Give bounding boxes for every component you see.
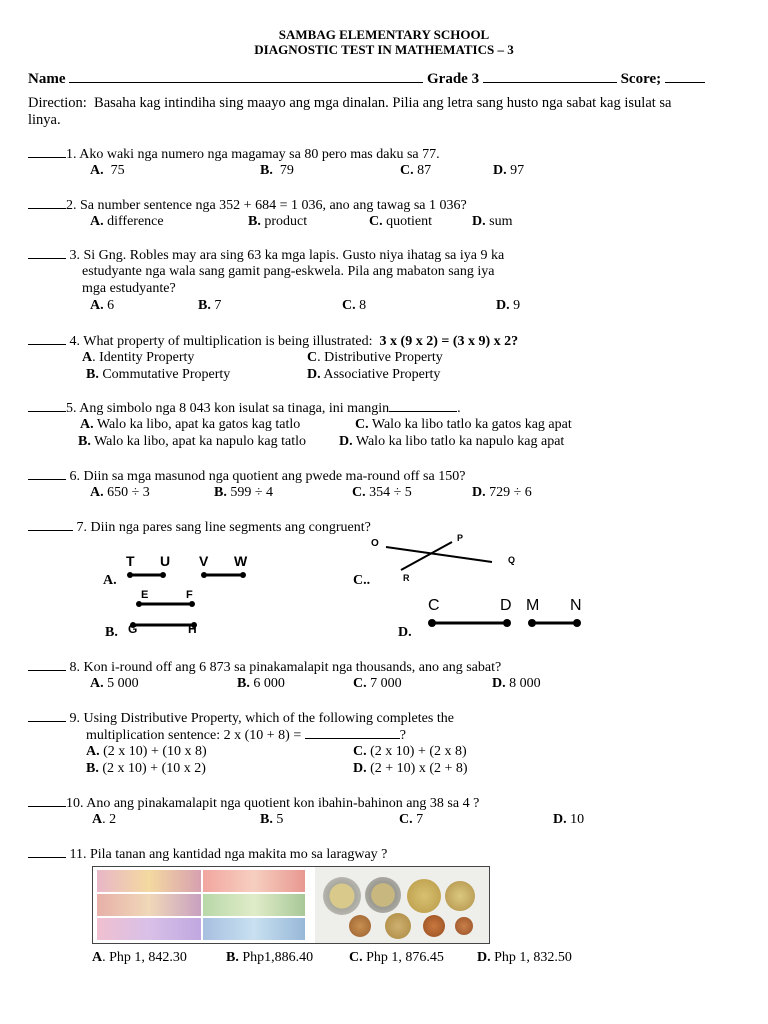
coin-icon (323, 877, 361, 915)
point-t (127, 572, 133, 578)
direction-text: Basaha kag intindiha sing maayo ang mga dinalan. Pilia ang letra sang husto nga sabat kag isulat sa (94, 95, 672, 111)
direction-label: Direction: (28, 95, 87, 111)
label-o: O (371, 538, 379, 549)
point-c (428, 619, 436, 627)
answer-blank-9[interactable] (28, 709, 66, 722)
question-10-text: 10. Ano ang pinakamalapit nga quotient kon ibahin-bahinon ang 38 sa 4 ? (66, 796, 480, 811)
point-n (573, 619, 581, 627)
q1-choice-a: A. 75 (90, 163, 125, 178)
question-4-expression: 3 x (9 x 2) = (3 x 9) x 2? (379, 334, 519, 349)
q6-choice-a: A. 650 ÷ 3 (90, 485, 150, 500)
q6-choice-c: C. 354 ÷ 5 (352, 485, 412, 500)
q10-choice-a: A. 2 (92, 812, 117, 827)
q10-choice-b: B. 5 (260, 812, 284, 827)
q2-choice-b: B. product (248, 214, 308, 229)
label-e: E (141, 589, 149, 601)
coin-icon (385, 913, 411, 939)
label-g: G (128, 622, 138, 636)
q2-choice-d: D. sum (472, 214, 513, 229)
q3-choice-d: D. 9 (496, 298, 521, 313)
school-name: SAMBAG ELEMENTARY SCHOOL (278, 27, 490, 42)
q6-choice-d: D. 729 ÷ 6 (472, 485, 532, 500)
q1-choice-b: B. 79 (260, 163, 294, 178)
question-5-text: 5. Ang simbolo nga 8 043 kon isulat sa tinaga, ini mangin (66, 401, 390, 416)
question-9-text: 9. Using Distributive Property, which of the following completes the (69, 711, 454, 726)
label-p: P (457, 533, 464, 543)
question-8 (28, 658, 501, 676)
coin-icon (423, 915, 445, 937)
point-u (160, 572, 166, 578)
answer-blank-8[interactable] (28, 658, 66, 671)
q7-choice-c: C.. (353, 573, 371, 588)
q11-choice-a: A. Php 1, 842.30 (92, 950, 187, 965)
q11-choice-d: D. Php 1, 832.50 (477, 950, 572, 965)
banknote-icon (97, 894, 201, 916)
direction-line2: linya. (28, 112, 61, 128)
answer-blank-10[interactable] (28, 794, 66, 807)
q9-choice-b: B. (2 x 10) + (10 x 2) (86, 761, 206, 776)
banknote-icon (97, 918, 201, 940)
question-3-line2: estudyante nga wala sang gamit pang-eskwela. Pila ang mabaton sang iya (82, 264, 495, 279)
label-v: V (199, 553, 209, 569)
money-picture (92, 866, 490, 944)
point-e (136, 601, 142, 607)
question-5: 5. Ang simbolo nga 8 043 kon isulat sa tinaga, ini mangin . (28, 399, 461, 417)
q5-choice-b: B. Walo ka libo, apat ka napulo kag tatlo (78, 434, 307, 449)
coins-area (315, 867, 489, 943)
label-m: M (526, 597, 540, 614)
q7-choice-b: B. (105, 625, 118, 640)
question-10 (28, 794, 479, 812)
label-u: U (160, 553, 171, 569)
q9-choice-d: D. (2 + 10) x (2 + 8) (353, 761, 468, 776)
label-c: C (428, 597, 440, 614)
q10-choice-c: C. 7 (399, 812, 424, 827)
name-label: Name (28, 71, 66, 87)
q2-choice-a: A. difference (90, 214, 164, 229)
q4-choice-b: B. Commutative Property (86, 367, 231, 382)
label-n: N (570, 597, 582, 614)
q3-choice-b: B. 7 (198, 298, 222, 313)
banknote-icon (203, 870, 305, 892)
q9-choice-a: A. (2 x 10) + (10 x 8) (86, 744, 207, 759)
question-3-line3: mga estudyante? (82, 281, 176, 296)
q6-choice-b: B. 599 ÷ 4 (214, 485, 274, 500)
q7-choice-a: A. (103, 573, 117, 588)
question-6-text: 6. Diin sa mga masunod nga quotient ang pwede ma-round off sa 150? (69, 469, 466, 484)
score-label: Score; (620, 71, 662, 87)
banknote-icon (203, 918, 305, 940)
q11-choice-b: B. Php1,886.40 (226, 950, 314, 965)
question-9-line2: multiplication sentence: 2 x (10 + 8) = ? (86, 728, 406, 743)
q4-choice-d: D. Associative Property (307, 367, 441, 382)
label-r: R (403, 573, 410, 583)
coin-icon (349, 915, 371, 937)
banknote-icon (97, 870, 201, 892)
q7-choice-d: D. (398, 625, 412, 640)
question-7-text: 7. Diin nga pares sang line segments ang congruent? (76, 520, 371, 535)
question-2-text: 2. Sa number sentence nga 352 + 684 = 1 036, ano ang tawag sa 1 036? (66, 198, 467, 213)
question-11-text: 11. Pila tanan ang kantidad nga makita mo sa laragway ? (69, 847, 388, 862)
point-w (240, 572, 246, 578)
test-title: DIAGNOSTIC TEST IN MATHEMATICS – 3 (254, 42, 514, 57)
point-m (528, 619, 536, 627)
point-d (503, 619, 511, 627)
question-4-text: 4. What property of multiplication is being illustrated: (69, 334, 373, 349)
coin-icon (365, 877, 401, 913)
q1-choice-c: C. 87 (400, 163, 432, 178)
q10-choice-d: D. 10 (553, 812, 585, 827)
q8-choice-b: B. 6 000 (237, 676, 285, 691)
question-9 (28, 709, 454, 727)
q1-choice-d: D. 97 (493, 163, 525, 178)
label-w: W (234, 553, 248, 569)
point-v (201, 572, 207, 578)
grade-label: Grade 3 (427, 71, 480, 87)
q9-choice-c: C. (2 x 10) + (2 x 8) (353, 744, 467, 759)
q5-choice-a: A. Walo ka libo, apat ka gatos kag tatlo (80, 417, 301, 432)
q4-choice-a: A. Identity Property (82, 350, 195, 365)
q8-choice-a: A. 5 000 (90, 676, 139, 691)
coin-icon (407, 879, 441, 913)
banknote-icon (203, 894, 305, 916)
label-h: H (188, 622, 197, 636)
q11-choice-c: C. Php 1, 876.45 (349, 950, 444, 965)
q5-choice-c: C. Walo ka libo tatlo ka gatos kag apat (355, 417, 572, 432)
answer-blank-9b (305, 726, 400, 739)
label-d: D (500, 597, 512, 614)
label-f: F (186, 589, 193, 601)
label-t: T (126, 553, 135, 569)
q3-choice-a: A. 6 (90, 298, 115, 313)
point-f (189, 601, 195, 607)
question-8-text: 8. Kon i-round off ang 6 873 sa pinakamalapit nga thousands, ano ang sabat? (69, 660, 502, 675)
question-11 (28, 845, 387, 863)
answer-blank-11[interactable] (28, 845, 66, 858)
q4-choice-c: C. Distributive Property (307, 350, 443, 365)
question-3-text: 3. Si Gng. Robles may ara sing 63 ka mga lapis. Gusto niya ihatag sa iya 9 ka (69, 248, 505, 263)
q3-choice-c: C. 8 (342, 298, 367, 313)
coin-icon (455, 917, 473, 935)
question-1-text: 1. Ako waki nga numero nga magamay sa 80 pero mas daku sa 77. (66, 147, 440, 162)
q8-choice-c: C. 7 000 (353, 676, 402, 691)
label-q: Q (508, 555, 516, 565)
q2-choice-c: C. quotient (369, 214, 433, 229)
coin-icon (445, 881, 475, 911)
q8-choice-d: D. 8 000 (492, 676, 541, 691)
q5-choice-d: D. Walo ka libo tatlo ka napulo kag apat (339, 434, 565, 449)
